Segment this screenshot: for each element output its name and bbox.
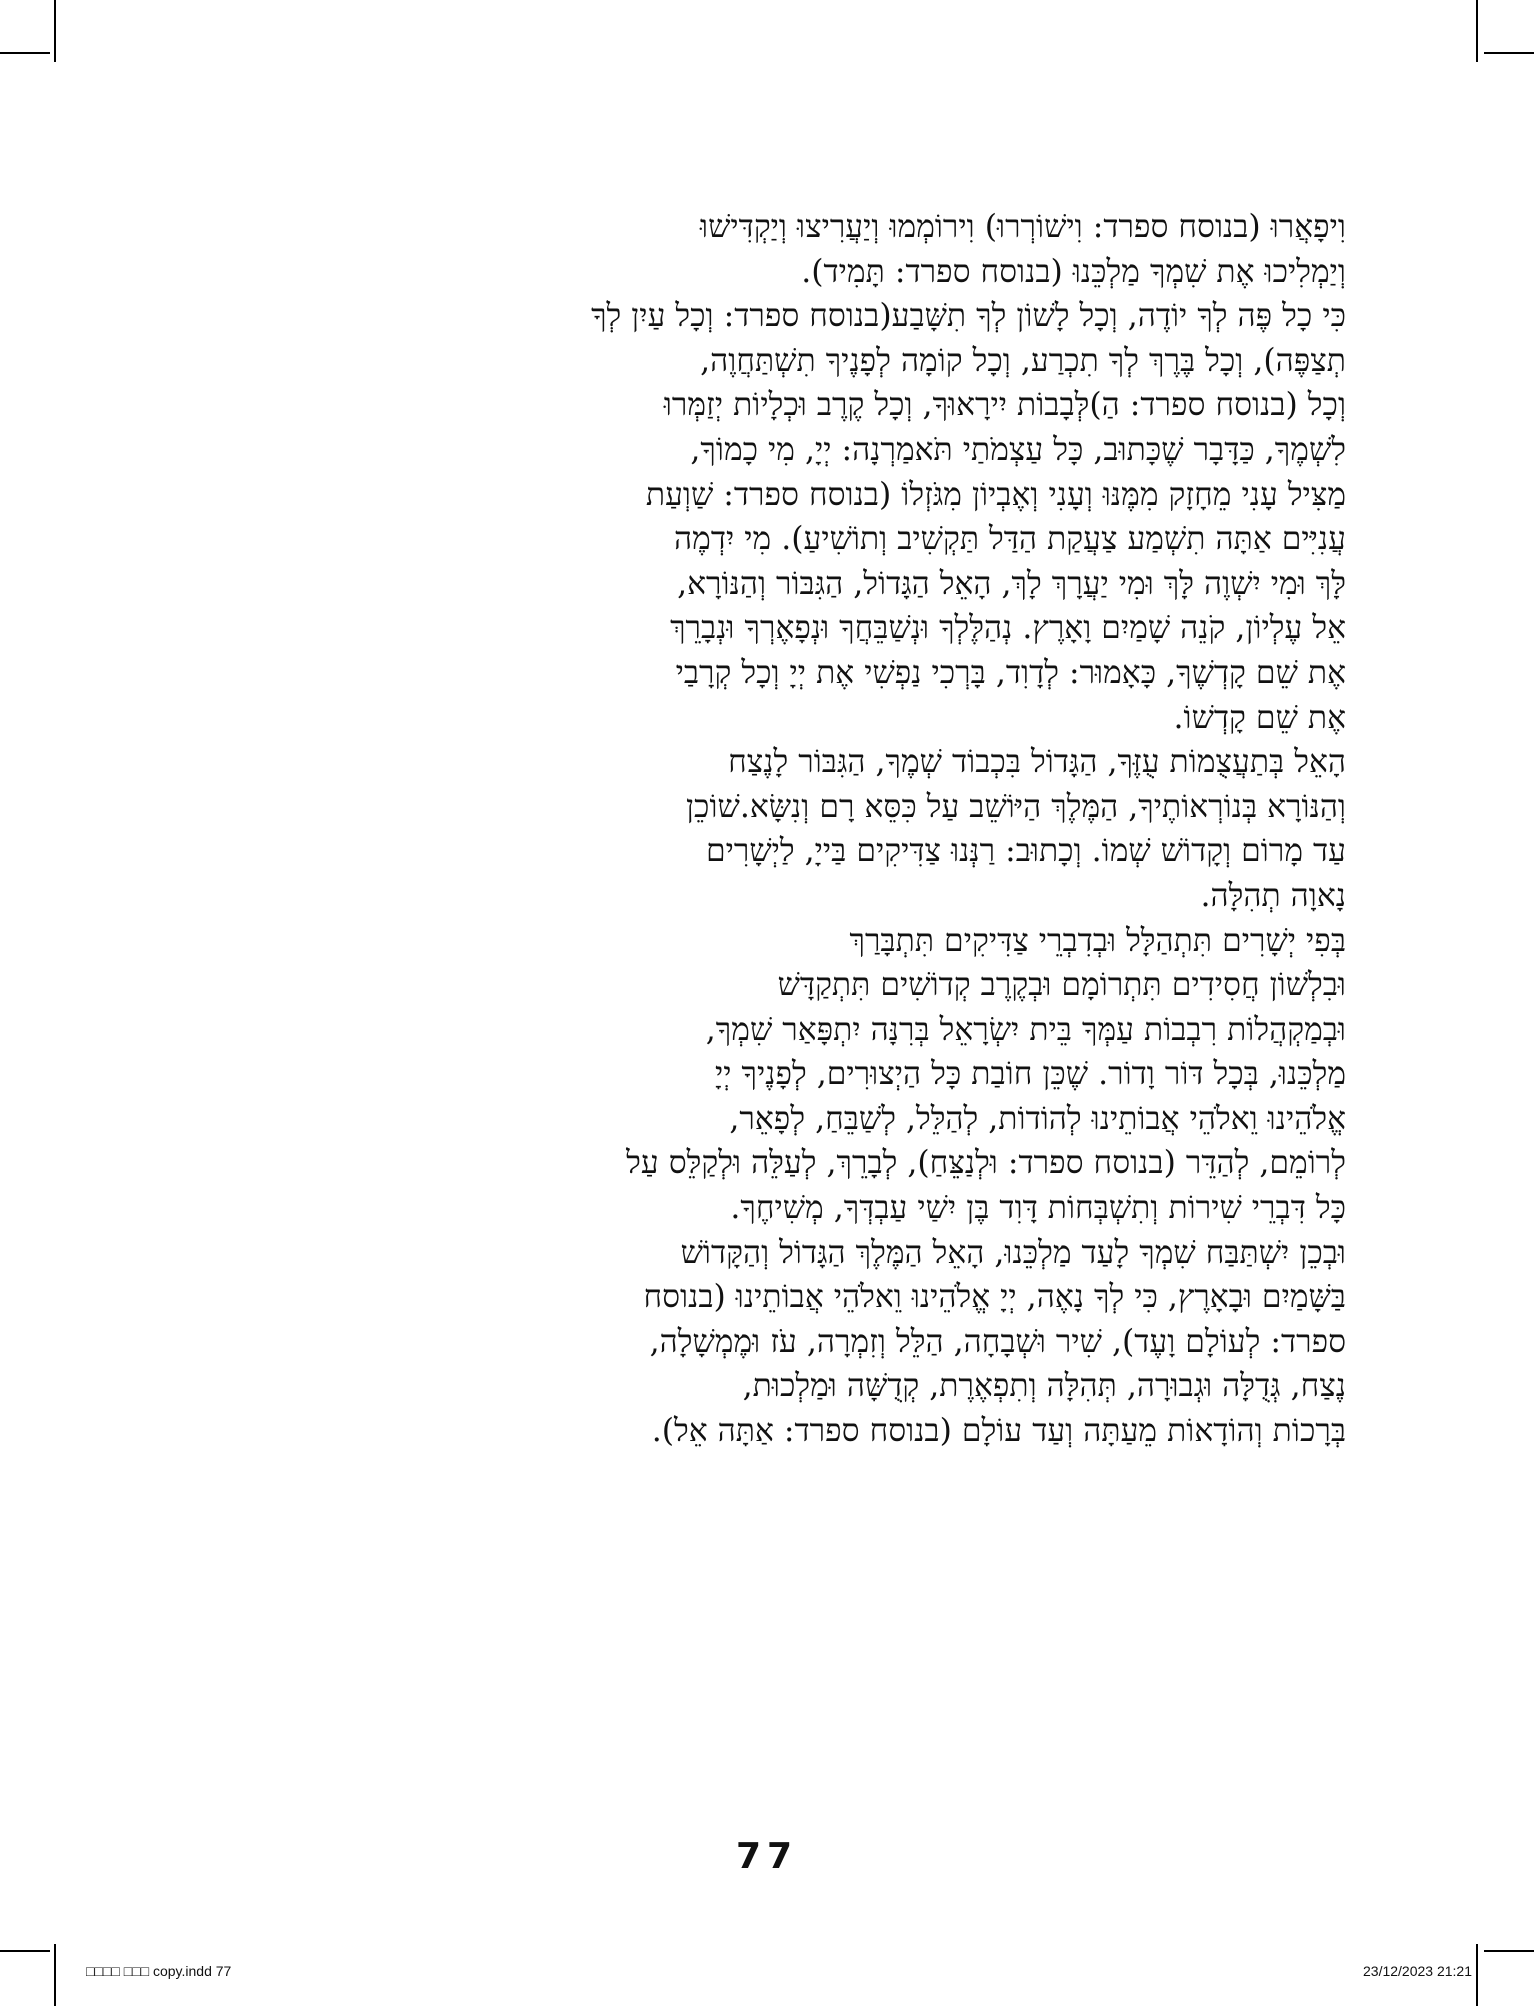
- text-line: בְּפִי יְשָׁרִים תִּתְהַלָּל וּבְדִבְרֵי צַדִּיקִים תִּתְבָּרַךְ: [849, 922, 1346, 959]
- text-line: אֶת שֵׁם קָדְשֶׁךָ, כָּאָמוּר: לְדָוִד, בָּרְכִי נַפְשִׁי אֶת יְיָ וְכָל קְרָבַי: [675, 654, 1346, 691]
- text-line: נָאוָה תְהִלָּה.: [1200, 877, 1346, 914]
- text-line: וְיַמְלִיכוּ אֶת שִׁמְךָ מַלְכֵּנוּ (בנוסח ספרד: תָּמִיד).: [801, 253, 1346, 290]
- crop-mark: [0, 1950, 50, 1952]
- text-line: וְהַנּוֹרָא בְּנוֹרְאוֹתֶיךָ, הַמֶּלֶךְ הַיּוֹשֵׁב עַל כִּסֵּא רָם וְנִשָּׂא.שׁוֹכֵן: [686, 788, 1346, 825]
- text-line: בְּרָכוֹת וְהוֹדָאוֹת מֵעַתָּה וְעַד עוֹלָם (בנוסח ספרד: אַתָּה אֵל).: [651, 1413, 1346, 1450]
- text-line: וּבְכֵן יִשְׁתַּבַּח שִׁמְךָ לָעַד מַלְכֵּנוּ, הָאֵל הַמֶּלֶךְ הַגָּדוֹל וְהַקָּדוֹשׁ: [680, 1234, 1346, 1271]
- text-line: וִיפָאֲרוּ (בנוסח ספרד: וִישׁוֹרְרוּ) וִירוֹמְמוּ וְיַעֲרִיצוּ וְיַקְדִּישׁוּ: [700, 209, 1346, 245]
- crop-mark: [54, 0, 56, 62]
- text-line: אֱלֹהֵינוּ וֵאלֹהֵי אֲבוֹתֵינוּ לְהוֹדוֹת, לְהַלֵּל, לְשַׁבֵּחַ, לְפָאֵר,: [729, 1100, 1346, 1137]
- crop-mark: [1484, 1950, 1534, 1952]
- text-line: לִשְׁמֶךָ, כַּדָּבָר שֶׁכָּתוּב, כָּל עַצְמֹתַי תֹּאמַרְנָה: יְיָ, מִי כָמוֹךָ,: [690, 431, 1346, 468]
- text-line: בַּשָּׁמַיִם וּבָאָרֶץ, כִּי לְךָ נָאֶה, יְיָ אֱלֹהֵינוּ וֵאלֹהֵי אֲבוֹתֵינוּ (בנוסח: [643, 1279, 1346, 1316]
- crop-mark: [1476, 0, 1478, 62]
- page-number: 77: [735, 1836, 799, 1877]
- text-line: אֶת שֵׁם קָדְשׁוֹ.: [1173, 699, 1346, 736]
- text-line: נֶצַח, גְּדֻלָּה וּגְבוּרָה, תְּהִלָּה וְתִפְאֶרֶת, קְדֻשָּׁה וּמַלְכוּת,: [742, 1368, 1346, 1405]
- text-line: עַד מָרוֹם וְקָדוֹשׁ שְׁמוֹ. וְכָתוּב: רַנְּנוּ צַדִּיקִים בַּייָ, לַיְשָׁרִים: [705, 833, 1346, 870]
- crop-mark: [0, 52, 50, 54]
- text-line: כָּל דִּבְרֵי שִׁירוֹת וְתִשְׁבְּחוֹת דָּוִד בֶּן יִשַׁי עַבְדְּךָ, מְשִׁיחֶךָ.: [730, 1190, 1346, 1227]
- text-line: מַצִּיל עָנִי מֵחָזָק מִמֶּנּוּ וְעָנִי וְאֶבְיוֹן מִגֹּזְלוֹ (בנוסח ספרד: שַׁוְעַת: [645, 476, 1346, 513]
- text-line: ספרד: לְעוֹלָם וָעֶד), שִׁיר וּשְׁבָחָה, הַלֵּל וְזִמְרָה, עֹז וּמֶמְשָׁלָה,: [649, 1323, 1346, 1360]
- slug-datetime: 23/12/2023 21:21: [1363, 1963, 1472, 1979]
- text-line: כִּי כָל פֶּה לְךָ יוֹדֶה, וְכָל לָשׁוֹן לְךָ תִשָּׁבַע(בנוסח ספרד: וְכָל עַיִן לְךָ: [591, 298, 1346, 335]
- text-line: וּבְמַקְהֲלוֹת רִבְבוֹת עַמְּךָ בֵּית יִשְׂרָאֵל בְּרִנָּה יִתְפָּאַר שִׁמְךָ,: [705, 1011, 1346, 1048]
- text-line: לָּךְ וּמִי יִשְׁוֶה לָּךְ וּמִי יַעֲרָךְ לָךְ, הָאֵל הַגָּדוֹל, הַגִּבּוֹר וְהַנּוֹרָא,: [677, 565, 1346, 602]
- text-line: אֵל עֶלְיוֹן, קֹנֵה שָׁמַיִם וָאָרֶץ. נְהַלֶּלְךָ וּנְשַׁבֵּחֲךָ וּנְפָאֶרְךָ וּנְבָרֵךְ: [670, 610, 1346, 647]
- text-line: וְכָל (בנוסח ספרד: הַ)לְּבָבוֹת יִירָאוּךָ, וְכָל קֶרֶב וּכְלָיוֹת יְזַמְּרוּ: [663, 387, 1346, 424]
- crop-mark: [1476, 1944, 1478, 2006]
- prayer-text-body: [198, 205, 1346, 1454]
- text-line: וּבִלְשׁוֹן חֲסִידִים תִּתְרוֹמָם וּבְקֶרֶב קְדוֹשִׁים תִּתְקַדָּשׁ: [777, 967, 1346, 1004]
- text-line: הָאֵל בְּתַעֲצֻמוֹת עֻזֶּךָ, הַגָּדוֹל בִּכְבוֹד שְׁמֶךָ, הַגִּבּוֹר לָנֶצַח: [728, 744, 1346, 781]
- text-line: עֲנִיִּים אַתָּה תִשְׁמַע צַעֲקַת הַדַּל תַּקְשִׁיב וְתוֹשִׁיעַ). מִי יִדְמֶה: [674, 521, 1346, 558]
- slug-filename: □□□□ □□□ copy.indd 77: [86, 1963, 232, 1979]
- crop-mark: [1484, 52, 1534, 54]
- text-line: לְרוֹמֵם, לְהַדֵּר (בנוסח ספרד: וּלְנַצֵּחַ), לְבָרֵךְ, לְעַלֵּה וּלְקַלֵּס עַל: [626, 1145, 1346, 1182]
- text-line: תְצַפֶּה), וְכָל בֶּרֶךְ לְךָ תִכְרַע, וְכָל קוֹמָה לְפָנֶיךָ תִשְׁתַּחֲוֶה,: [700, 342, 1346, 379]
- crop-mark: [54, 1944, 56, 2006]
- text-line: מַלְכֵּנוּ, בְּכָל דּוֹר וָדוֹר. שֶׁכֵּן חוֹבַת כָּל הַיְצוּרִים, לְפָנֶיךָ יְיָ: [714, 1056, 1346, 1093]
